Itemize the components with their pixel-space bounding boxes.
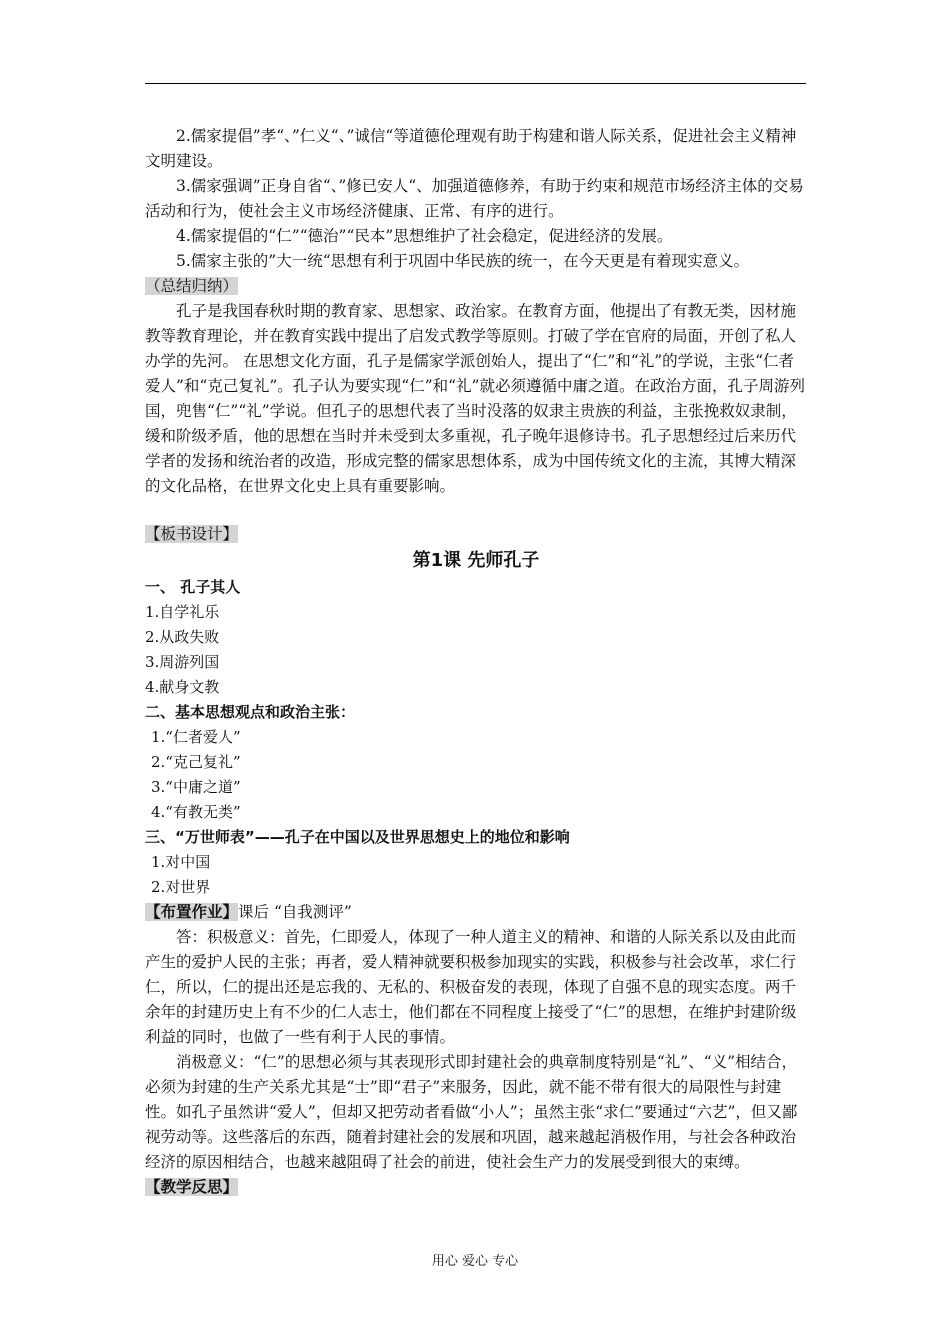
summary-paragraph: 孔子是我国春秋时期的教育家、思想家、政治家。在教育方面，他提出了有教无类，因材施教等教育理论，并在教育实践中提出了启发式教学等原则。打破了学在官府的局面，开创了私人办学的先河。 在思想文化方面，孔子是儒家学派创始人，提出了“仁”和“礼”的学说，主张“仁者爱人”和“克己复礼”。孔子认为要实现“仁”和“礼”就必须遵循中庸之道。在政治方面，孔子周游列国，兜售“仁”“礼”学说。但孔子的思想代表了当时没落的奴隶主贵族的利益，主张挽救奴隶制，缓和阶级矛盾，他的思想在当时并未受到太多重视，孔子晚年退修诗书。孔子思想经过后来历代学者的发扬和统治者的改造，形成完整的儒家思想体系，成为中国传统文化的主流，其博大精深的文化品格，在世界文化史上具有重要影响。 [145,302,805,495]
board-design-label: 【板书设计】 [145,525,239,543]
list-item: 2.从政失败 [145,628,220,646]
board-label-line [145,522,807,547]
summary-label: （总结归纳） [145,277,239,295]
reflection-line [145,1175,807,1200]
list-item: 1.自学礼乐 [145,603,220,621]
list-item: 3.周游列国 [145,653,220,671]
homework-label: 【布置作业】 [145,903,239,921]
paragraph-point-5: 5.儒家主张的”大一统“思想有利于巩固中华民族的统一，在今天更是有着现实意义。 [176,252,750,270]
list-item: 4.献身文教 [145,678,220,696]
homework-line [145,900,807,925]
section-heading-3: 三、“万世师表”——孔子在中国以及世界思想史上的地位和影响 [145,828,570,846]
page-footer: 用心 爱心 专心 [431,1254,519,1269]
document-body [145,124,807,1200]
reflection-label: 【教学反思】 [145,1178,239,1196]
summary-label-line [145,274,807,299]
homework-text: 课后 “自我测评” [238,903,352,921]
section-heading-1: 一、 孔子其人 [145,578,241,596]
paragraph-point-4: 4.儒家提倡的“仁”“德治”“民本”思想维护了社会稳定，促进经济的发展。 [176,227,673,245]
section-heading-2: 二、基本思想观点和政治主张： [145,703,356,721]
list-item: 1.对中国 [151,853,211,871]
list-item: 1.“仁者爱人” [151,728,241,746]
list-item: 2.“克己复礼” [151,753,241,771]
lesson-title: 第1课 先师孔子 [412,550,540,571]
list-item: 2.对世界 [151,878,211,896]
header-rule [145,83,806,84]
paragraph-point-2: 2.儒家提倡”孝“、”仁义“、”诚信“等道德伦理观有助于构建和谐人际关系，促进社会主义精神文明建设。 [145,127,797,170]
paragraph-point-3: 3.儒家强调”正身自省“、”修已安人“、加强道德修养，有助于约束和规范市场经济主体的交易活动和行为，使社会主义市场经济健康、正常、有序的进行。 [145,177,804,220]
spacer [145,499,807,522]
answer-positive-paragraph: 答：积极意义：首先，仁即爱人，体现了一种人道主义的精神、和谐的人际关系以及由此而产生的爱护人民的主张；再者，爱人精神就要积极参加现实的实践，积极参与社会改革，求仁行仁，所以，仁的提出还是忘我的、无私的、积极奋发的表现，体现了自强不息的现实态度。两千余年的封建历史上有不少的仁人志士，他们都在不同程度上接受了“仁”的思想，在维护封建阶级利益的同时，也做了一些有利于人民的事情。 [145,928,797,1046]
answer-negative-paragraph: 消极意义：“仁”的思想必须与其表现形式即封建社会的典章制度特别是“礼”、“义”相结合，必须为封建的生产关系尤其是“士”即“君子”来服务，因此，就不能不带有很大的局限性与封建性。如孔子虽然讲“爱人”，但却又把劳动者看做“小人”；虽然主张“求仁”要通过“六艺”，但又鄙视劳动等。这些落后的东西，随着封建社会的发展和巩固，越来越起消极作用，与社会各种政治经济的原因相结合，也越来越阻碍了社会的前进，使社会生产力的发展受到很大的束缚。 [145,1053,798,1171]
list-item: 4.“有教无类” [151,803,241,821]
list-item: 3.“中庸之道” [151,778,241,796]
